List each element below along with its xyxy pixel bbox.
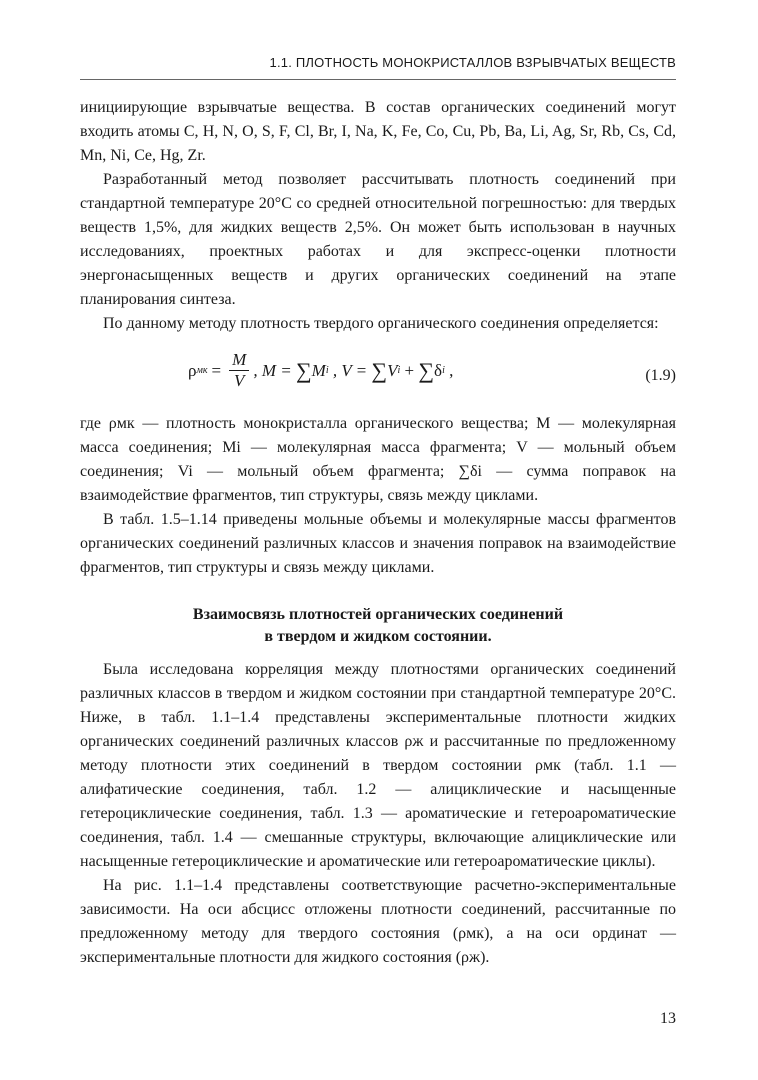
running-header: 1.1. ПЛОТНОСТЬ МОНОКРИСТАЛЛОВ ВЗРЫВЧАТЫХ ВЕЩЕСТВ	[80, 55, 676, 80]
paragraph-6: Была исследована корреляция между плотностями органических соединений различных классов в твердом и жидком состоянии при стандартной температуре 20°С. Ниже, в табл. 1.1–1.4 представлены экспериментальные плотности жидких органических соединений различных классов ρж и рассчитанные по предложенному методу плотности этих соединений в твердом состоянии ρмк (табл. 1.1 — алифатические соединения, табл. 1.2 — алициклические и насыщенные гетероциклические соединения, табл. 1.3 — ароматические и гетероароматические соединения, табл. 1.4 — смешанные структуры, включающие алициклические или насыщенные гетероциклические и ароматические или гетероароматические циклы).	[80, 661, 676, 870]
paragraph-4: где ρмк — плотность монокристалла органического вещества; M — молекулярная масса соединения; Mi — молекулярная масса фрагмента; V — мольный объем соединения; Vi — мольный объем фрагмента; ∑δi — сумма поправок на взаимодействие фрагментов, тип структуры, связь между циклами.	[80, 415, 676, 504]
formula-expression	[188, 350, 453, 391]
section-heading-line-2: в твердом и жидком состоянии.	[264, 628, 492, 645]
formula-frac-num: M	[229, 350, 249, 371]
equation-number: (1.9)	[645, 367, 676, 384]
paragraph-2: Разработанный метод позволяет рассчитывать плотность соединений при стандартной температуре 20°С со средней относительной погрешностью: для твердых веществ 1,5%, для жидких веществ 2,5%. Он может быть использован в научных исследованиях, проектных работах и для экспресс-оценки плотности энергонасыщенных веществ и других органических соединений на этапе планирования синтеза.	[80, 171, 676, 308]
formula-vi: V	[387, 360, 398, 380]
formula-fraction	[229, 350, 249, 391]
formula-mi: M	[311, 360, 326, 380]
formula-delta-sub: i	[442, 364, 445, 376]
formula-part-m: , M =	[253, 360, 296, 380]
formula-sum-2: ∑	[371, 357, 388, 383]
formula-vi-sub: i	[397, 364, 401, 376]
formula-sum-3: ∑	[418, 357, 435, 383]
formula-trail: ,	[444, 360, 454, 380]
formula-delta: δ	[434, 360, 443, 380]
formula-frac-den: V	[234, 371, 245, 390]
section-heading-line-1: Взаимосвязь плотностей органических соединений	[192, 606, 564, 623]
paragraph-1: инициирующие взрывчатые вещества. В состав органических соединений могут входить атомы C, H, N, O, S, F, Cl, Br, I, Na, K, Fe, Co, Cu, Pb, Ba, Li, Ag, Sr, Rb, Cs, Cd, Mn, Ni, Ce, Hg, Zr.	[80, 99, 676, 164]
formula-equals: =	[211, 360, 222, 380]
paragraph-5: В табл. 1.5–1.14 приведены мольные объемы и молекулярные массы фрагментов органических соединений различных классов и значения поправок на взаимодействие фрагментов, тип структуры и связь между циклами.	[80, 511, 676, 576]
formula-rho: ρ	[188, 360, 197, 380]
section-heading	[80, 604, 676, 648]
paragraph-7: На рис. 1.1–1.4 представлены соответствующие расчетно-экспериментальные зависимости. На оси абсцисс отложены плотности соединений, рассчитанные по предложенному методу для твердого состояния (ρмк), а на оси ординат — экспериментальные плотности для жидкого состояния (ρж).	[80, 877, 676, 966]
page-number: 13	[660, 1010, 676, 1027]
formula-plus: +	[400, 360, 419, 380]
formula-sum-1: ∑	[295, 357, 312, 383]
formula-rho-sub: мк	[196, 364, 208, 376]
formula-mi-sub: i	[325, 364, 329, 376]
formula-1-9	[80, 342, 676, 412]
page-body	[80, 96, 676, 970]
formula-part-v: , V =	[328, 360, 372, 380]
paragraph-3: По данному методу плотность твердого органического соединения определяется:	[103, 315, 659, 332]
